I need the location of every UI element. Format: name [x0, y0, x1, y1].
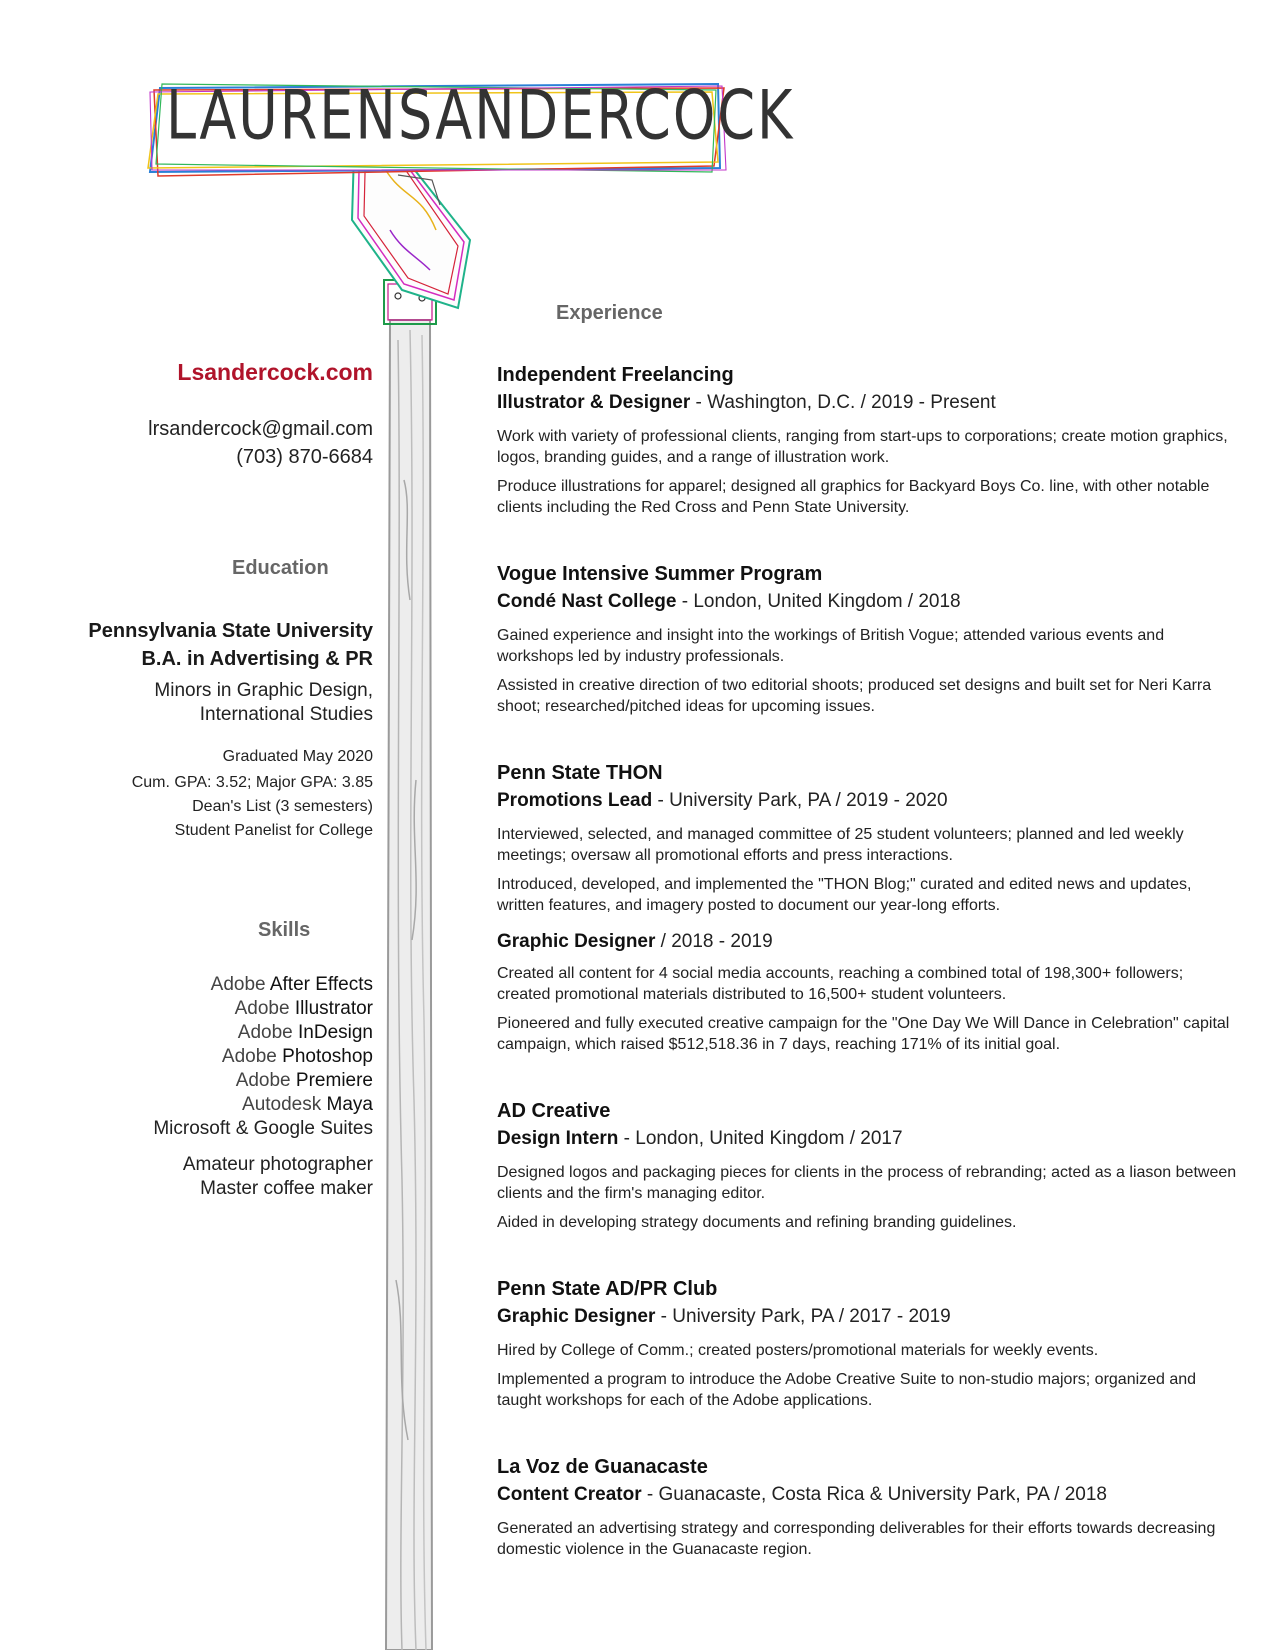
job-description: Pioneered and fully executed creative campaign for the "One Day We Will Dance in Celebration" capital campaign, which raised $512,518.36 in 7 days, reaching 171% of its initial goal.	[497, 1015, 1230, 1053]
job-role-secondary: Graphic Designer / 2018 - 2019	[497, 931, 773, 952]
education-school: Pennsylvania State University	[88, 620, 373, 642]
education-heading: Education	[232, 557, 329, 579]
phone-number: (703) 870-6684	[236, 446, 373, 468]
skills-heading: Skills	[258, 919, 311, 941]
job-entry	[497, 561, 1237, 717]
education-deans-list: Dean's List (3 semesters)	[192, 798, 373, 815]
sign-first-name: LAUREN	[166, 76, 398, 155]
job-org: Vogue Intensive Summer Program	[497, 563, 823, 585]
email-link[interactable]: lrsandercock@gmail.com	[148, 418, 373, 440]
education-graduated: Graduated May 2020	[222, 748, 373, 765]
experience-heading: Experience	[556, 302, 663, 324]
sign-last-name: SANDERCOCK	[398, 76, 795, 155]
job-role: Promotions Lead - University Park, PA / 2019 - 2020	[497, 790, 948, 811]
job-org: Independent Freelancing	[497, 364, 734, 386]
job-entry	[497, 1276, 1237, 1411]
education-panelist: Student Panelist for College	[174, 822, 373, 839]
skill-extra-coffee: Master coffee maker	[200, 1178, 373, 1199]
skill-extra-photographer: Amateur photographer	[182, 1154, 373, 1175]
job-role: Graphic Designer - University Park, PA / 2017 - 2019	[497, 1306, 951, 1327]
job-description: Hired by College of Comm.; created posters/promotional materials for weekly events.	[497, 1342, 1099, 1359]
education-minors-line2: International Studies	[199, 704, 373, 725]
job-entry	[497, 1098, 1237, 1233]
sign-pole	[384, 280, 436, 1650]
skill-item: Adobe After Effects	[210, 974, 373, 995]
job-role: Design Intern - London, United Kingdom / 2017	[497, 1128, 903, 1149]
job-org: AD Creative	[497, 1100, 611, 1122]
education-minors-line1: Minors in Graphic Design,	[154, 680, 373, 701]
job-org: La Voz de Guanacaste	[497, 1456, 708, 1478]
job-entry	[497, 760, 1237, 1055]
job-description: Implemented a program to introduce the Adobe Creative Suite to non-studio majors; organized and taught workshops for each of the Adobe applications.	[497, 1371, 1197, 1409]
job-description: Assisted in creative direction of two editorial shoots; produced set designs and built set for Neri Karra shoot; researched/pitched ideas for upcoming issues.	[497, 677, 1212, 715]
website-link[interactable]: Lsandercock.com	[177, 359, 373, 385]
job-org: Penn State AD/PR Club	[497, 1278, 718, 1300]
skill-item: Autodesk Maya	[242, 1094, 373, 1115]
education-degree: B.A. in Advertising & PR	[141, 648, 373, 670]
job-description: Aided in developing strategy documents and refining branding guidelines.	[497, 1214, 1017, 1231]
job-description: Generated an advertising strategy and corresponding deliverables for their efforts towards decreasing domestic violence in the Guanacaste region.	[497, 1520, 1216, 1558]
job-description: Introduced, developed, and implemented the "THON Blog;" curated and edited news and updates, written features, and imagery posted to document our year-long efforts.	[497, 876, 1192, 914]
job-role: Content Creator - Guanacaste, Costa Rica & University Park, PA / 2018	[497, 1484, 1107, 1505]
skill-item: Adobe Premiere	[235, 1070, 373, 1091]
skill-item: Adobe Photoshop	[221, 1046, 373, 1067]
job-org: Penn State THON	[497, 762, 663, 784]
job-description: Work with variety of professional clients, ranging from start-ups to corporations; create motion graphics, logos, branding guides, and a range of illustration work.	[497, 428, 1228, 466]
job-entry	[497, 1454, 1237, 1560]
job-role: Condé Nast College - London, United Kingdom / 2018	[497, 591, 961, 612]
skills-list	[153, 973, 373, 1201]
education-gpa: Cum. GPA: 3.52; Major GPA: 3.85	[131, 774, 373, 791]
skill-item: Adobe Illustrator	[234, 998, 373, 1019]
job-description: Produce illustrations for apparel; designed all graphics for Backyard Boys Co. line, with other notable clients including the Red Cross and Penn State University.	[497, 478, 1210, 516]
job-description: Gained experience and insight into the workings of British Vogue; attended various events and workshops led by industry professionals.	[497, 627, 1165, 665]
job-description: Created all content for 4 social media accounts, reaching a combined total of 198,300+ followers; created promotional materials distributed to 16,500+ student volunteers.	[497, 965, 1184, 1003]
experience-list	[497, 362, 1237, 1603]
job-description: Interviewed, selected, and managed committee of 25 student volunteers; planned and led weekly meetings; oversaw all promotional efforts and press interactions.	[497, 826, 1184, 864]
job-entry	[497, 362, 1237, 518]
job-description: Designed logos and packaging pieces for clients in the process of rebranding; acted as a liason between clients and the firm's managing editor.	[497, 1164, 1237, 1202]
skill-item: Adobe InDesign	[237, 1022, 373, 1043]
job-role: Illustrator & Designer - Washington, D.C. / 2019 - Present	[497, 392, 996, 413]
skill-suites: Microsoft & Google Suites	[153, 1118, 373, 1139]
